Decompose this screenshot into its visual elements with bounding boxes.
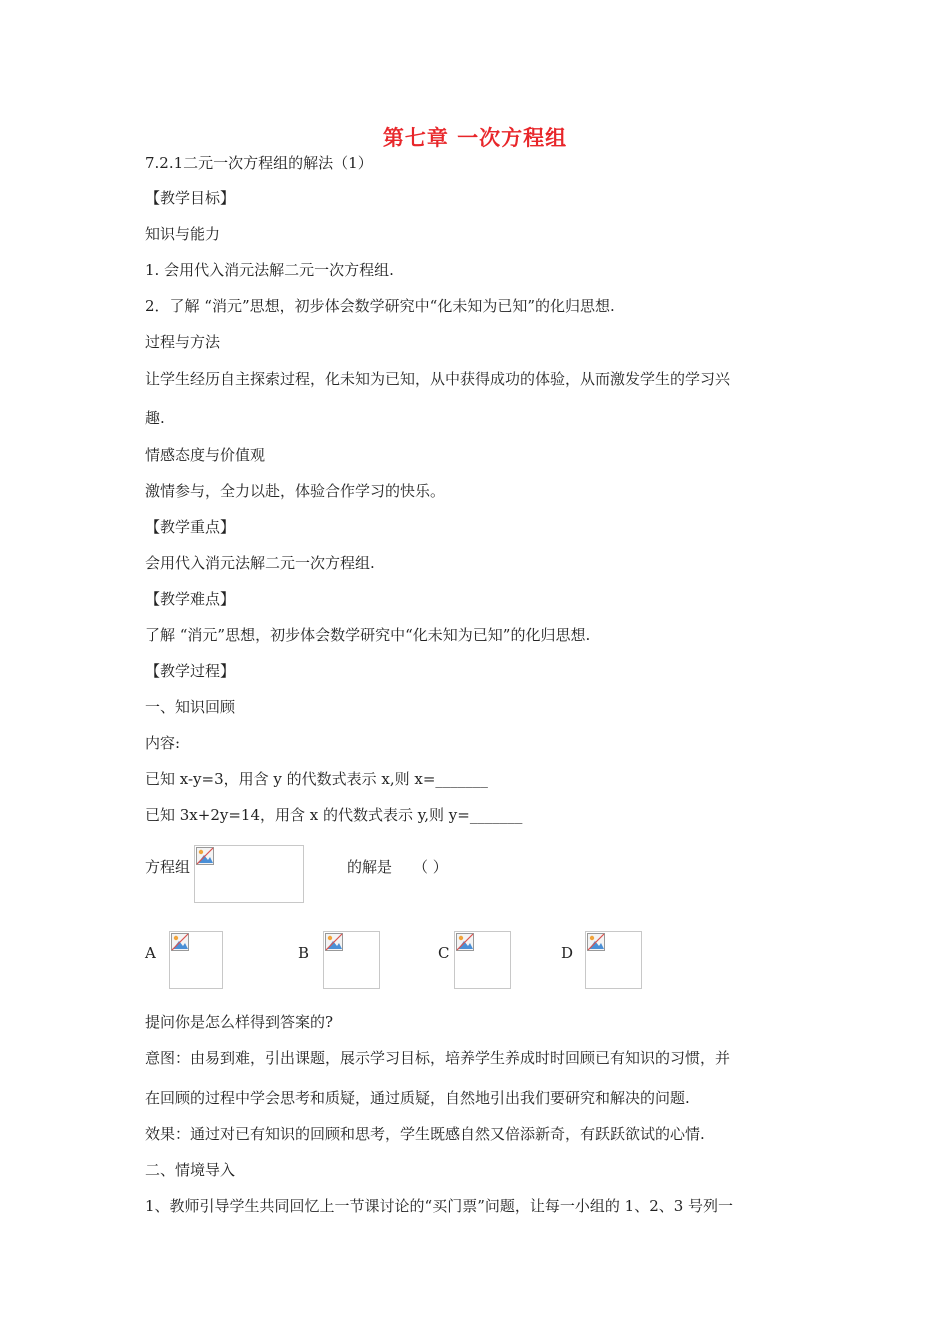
heading-teaching-goals: 【教学目标】: [145, 189, 236, 207]
heading-key-points: 【教学重点】: [145, 518, 236, 536]
paragraph-process: 让学生经历自主探索过程，化未知为已知，从中获得成功的体验，从而激发学生的学习兴: [145, 370, 731, 388]
broken-image-icon: [456, 933, 474, 951]
option-c-label: C: [438, 944, 450, 962]
paragraph-process-cont: 趣.: [145, 409, 165, 427]
heading-teaching-process: 【教学过程】: [145, 662, 236, 680]
goal-item-2: 2．了解 “消元”思想，初步体会数学研究中“化未知为已知”的化归思想.: [145, 297, 615, 315]
answer-parentheses: （ ）: [413, 858, 448, 876]
broken-image-icon: [325, 933, 343, 951]
chapter-title: 第七章 一次方程组: [382, 126, 568, 150]
option-a-label: A: [145, 944, 156, 962]
paragraph-difficulties: 了解 “消元”思想，初步体会数学研究中“化未知为已知”的化归思想.: [145, 626, 591, 644]
subheading-process: 过程与方法: [145, 333, 221, 351]
section-heading: 7.2.1二元一次方程组的解法（1）: [145, 154, 373, 172]
label-content: 内容:: [145, 734, 181, 752]
paragraph-intent-cont: 在回顾的过程中学会思考和质疑，通过质疑，自然地引出我们要研究和解决的问题.: [145, 1089, 690, 1107]
heading-difficulties: 【教学难点】: [145, 590, 236, 608]
broken-image-icon: [196, 847, 214, 865]
option-b-label: B: [298, 944, 310, 962]
subheading-review: 一、知识回顾: [145, 698, 236, 716]
paragraph-intent: 意图：由易到难，引出课题，展示学习目标，培养学生养成时时回顾已有知识的习惯，并: [145, 1049, 731, 1067]
equation-label: 方程组: [145, 858, 191, 876]
question-2: 已知 3x+2y=14，用含 x 的代数式表示 y,则 y=_______: [145, 806, 523, 824]
broken-image-icon: [587, 933, 605, 951]
subheading-attitude: 情感态度与价值观: [145, 446, 266, 464]
option-b-image: [323, 931, 380, 989]
goal-item-1: 1. 会用代入消元法解二元一次方程组.: [145, 261, 394, 279]
question-how: 提问你是怎么样得到答案的?: [145, 1013, 334, 1031]
paragraph-effect: 效果：通过对已有知识的回顾和思考，学生既感自然又倍添新奇，有跃跃欲试的心情.: [145, 1125, 705, 1143]
equation-system-image: [194, 845, 304, 903]
broken-image-icon: [171, 933, 189, 951]
paragraph-key-points: 会用代入消元法解二元一次方程组.: [145, 554, 375, 572]
paragraph-scenario-1: 1、教师引导学生共同回忆上一节课讨论的“买门票”问题，让每一小组的 1、2、3 号列一: [145, 1197, 734, 1215]
paragraph-attitude: 激情参与，全力以赴，体验合作学习的快乐。: [145, 482, 446, 500]
option-c-image: [454, 931, 511, 989]
solution-is-label: 的解是: [347, 858, 393, 876]
subheading-scenario: 二、情境导入: [145, 1161, 236, 1179]
option-d-image: [585, 931, 642, 989]
option-a-image: [169, 931, 223, 989]
subheading-knowledge: 知识与能力: [145, 225, 221, 243]
option-d-label: D: [561, 944, 574, 962]
question-1: 已知 x-y=3，用含 y 的代数式表示 x,则 x=_______: [145, 770, 488, 788]
